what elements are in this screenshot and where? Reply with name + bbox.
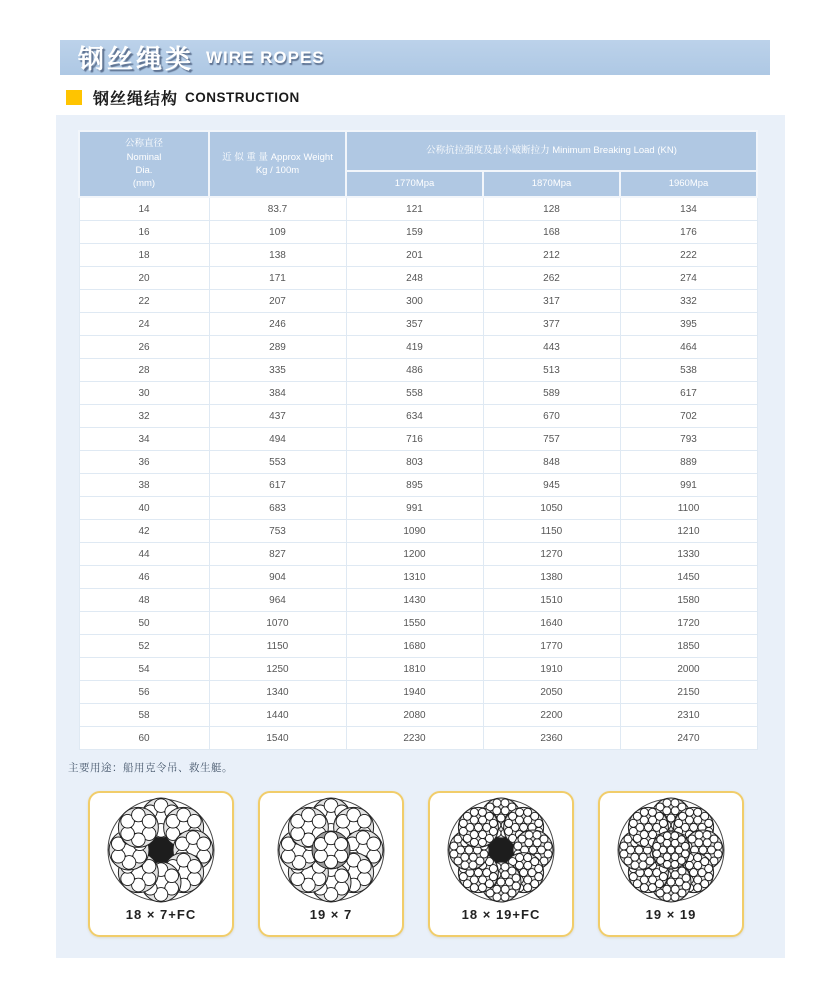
table-cell: 553 <box>209 451 346 474</box>
table-cell: 2150 <box>620 681 757 704</box>
table-cell: 18 <box>79 244 209 267</box>
table-cell: 1510 <box>483 589 620 612</box>
table-cell: 1050 <box>483 497 620 520</box>
table-cell: 895 <box>346 474 483 497</box>
table-cell: 1070 <box>209 612 346 635</box>
table-cell: 24 <box>79 313 209 336</box>
table-header-row-main <box>79 131 757 171</box>
table-cell: 40 <box>79 497 209 520</box>
table-row <box>79 244 757 267</box>
table-cell: 538 <box>620 359 757 382</box>
table-cell: 2360 <box>483 727 620 750</box>
table-cell: 171 <box>209 267 346 290</box>
table-cell: 34 <box>79 428 209 451</box>
header-line: Kg / 100m <box>255 165 300 176</box>
content-panel <box>56 115 785 958</box>
table-cell: 201 <box>346 244 483 267</box>
table-cell: 42 <box>79 520 209 543</box>
header-line: Dia. <box>135 165 153 176</box>
table-cell: 176 <box>620 221 757 244</box>
table-row <box>79 336 757 359</box>
yellow-square-bullet-icon <box>66 90 82 105</box>
header-line: 公称直径 <box>124 138 163 150</box>
breaking-load-table-body <box>79 197 757 750</box>
table-cell: 1850 <box>620 635 757 658</box>
col-header-nominal-diameter <box>79 131 209 197</box>
table-cell: 138 <box>209 244 346 267</box>
table-cell: 757 <box>483 428 620 451</box>
table-cell: 22 <box>79 290 209 313</box>
table-cell: 30 <box>79 382 209 405</box>
table-row <box>79 635 757 658</box>
table-cell: 274 <box>620 267 757 290</box>
table-cell: 2200 <box>483 704 620 727</box>
table-cell: 20 <box>79 267 209 290</box>
table-cell: 1720 <box>620 612 757 635</box>
table-cell: 1200 <box>346 543 483 566</box>
table-cell: 248 <box>346 267 483 290</box>
table-cell: 54 <box>79 658 209 681</box>
table-cell: 889 <box>620 451 757 474</box>
table-cell: 1310 <box>346 566 483 589</box>
rope-card-label: 19 × 19 <box>645 907 697 922</box>
rope-card <box>598 791 744 937</box>
table-cell: 702 <box>620 405 757 428</box>
table-cell: 395 <box>620 313 757 336</box>
table-cell: 716 <box>346 428 483 451</box>
table-cell: 1910 <box>483 658 620 681</box>
section-title-chinese: 钢丝绳结构 <box>93 91 179 108</box>
table-cell: 1440 <box>209 704 346 727</box>
wire-rope-cross-section-icon <box>100 797 222 905</box>
table-cell: 945 <box>483 474 620 497</box>
col-header-minimum-breaking-load: 公称抗拉强度及最小破断拉力 Minimum Breaking Load (KN) <box>346 131 757 171</box>
table-cell: 2310 <box>620 704 757 727</box>
col-header-grade-1960mpa: 1960Mpa <box>620 171 757 197</box>
rope-card <box>258 791 404 937</box>
rope-construction-cards <box>88 791 744 937</box>
rope-card-label: 18 × 19+FC <box>461 907 541 922</box>
table-cell: 1940 <box>346 681 483 704</box>
table-cell: 1540 <box>209 727 346 750</box>
table-cell: 377 <box>483 313 620 336</box>
table-row <box>79 221 757 244</box>
col-header-grade-1770mpa: 1770Mpa <box>346 171 483 197</box>
table-cell: 1150 <box>209 635 346 658</box>
table-cell: 58 <box>79 704 209 727</box>
table-cell: 16 <box>79 221 209 244</box>
header-line: (mm) <box>132 178 156 190</box>
table-cell: 634 <box>346 405 483 428</box>
table-cell: 1770 <box>483 635 620 658</box>
table-cell: 1550 <box>346 612 483 635</box>
table-cell: 683 <box>209 497 346 520</box>
table-row <box>79 451 757 474</box>
main-usage-note: 主要用途：船用克令吊、救生艇。 <box>68 762 233 774</box>
table-cell: 443 <box>483 336 620 359</box>
table-cell: 109 <box>209 221 346 244</box>
table-cell: 617 <box>620 382 757 405</box>
table-cell: 2080 <box>346 704 483 727</box>
table-cell: 1580 <box>620 589 757 612</box>
table-row <box>79 405 757 428</box>
page-title-banner <box>60 40 770 75</box>
table-cell: 486 <box>346 359 483 382</box>
table-cell: 991 <box>620 474 757 497</box>
table-row <box>79 543 757 566</box>
table-cell: 513 <box>483 359 620 382</box>
table-cell: 1450 <box>620 566 757 589</box>
table-row <box>79 359 757 382</box>
table-cell: 964 <box>209 589 346 612</box>
table-cell: 904 <box>209 566 346 589</box>
rope-card-label: 19 × 7 <box>309 907 353 922</box>
table-cell: 1270 <box>483 543 620 566</box>
wire-rope-cross-section-icon <box>270 797 392 905</box>
table-cell: 46 <box>79 566 209 589</box>
table-cell: 60 <box>79 727 209 750</box>
table-cell: 827 <box>209 543 346 566</box>
table-cell: 50 <box>79 612 209 635</box>
table-row <box>79 267 757 290</box>
table-row <box>79 474 757 497</box>
wire-rope-cross-section-icon <box>440 797 562 905</box>
col-header-grade-1870mpa: 1870Mpa <box>483 171 620 197</box>
rope-card-label: 18 × 7+FC <box>125 907 197 922</box>
table-cell: 494 <box>209 428 346 451</box>
table-cell: 793 <box>620 428 757 451</box>
table-row <box>79 290 757 313</box>
table-cell: 1150 <box>483 520 620 543</box>
table-cell: 670 <box>483 405 620 428</box>
page-title-chinese: 钢丝绳类 <box>78 44 195 74</box>
table-cell: 48 <box>79 589 209 612</box>
table-cell: 335 <box>209 359 346 382</box>
page-title-english: WIRE ROPES <box>206 47 325 67</box>
table-cell: 2230 <box>346 727 483 750</box>
table-cell: 168 <box>483 221 620 244</box>
table-row <box>79 704 757 727</box>
table-cell: 207 <box>209 290 346 313</box>
table-row <box>79 589 757 612</box>
table-cell: 384 <box>209 382 346 405</box>
table-cell: 212 <box>483 244 620 267</box>
table-row <box>79 681 757 704</box>
section-heading <box>66 86 300 109</box>
table-cell: 803 <box>346 451 483 474</box>
header-line: Nominal <box>126 151 162 163</box>
table-cell: 2470 <box>620 727 757 750</box>
table-cell: 2050 <box>483 681 620 704</box>
table-cell: 83.7 <box>209 197 346 221</box>
table-cell: 991 <box>346 497 483 520</box>
table-cell: 1340 <box>209 681 346 704</box>
table-cell: 128 <box>483 197 620 221</box>
table-cell: 262 <box>483 267 620 290</box>
table-row <box>79 566 757 589</box>
table-row <box>79 313 757 336</box>
rope-card <box>88 791 234 937</box>
table-cell: 134 <box>620 197 757 221</box>
header-line: 近 似 重 量 Approx Weight <box>222 151 333 163</box>
table-cell: 753 <box>209 520 346 543</box>
table-cell: 1090 <box>346 520 483 543</box>
table-cell: 289 <box>209 336 346 359</box>
table-cell: 32 <box>79 405 209 428</box>
table-cell: 26 <box>79 336 209 359</box>
table-row <box>79 727 757 750</box>
table-cell: 848 <box>483 451 620 474</box>
table-cell: 1330 <box>620 543 757 566</box>
table-cell: 38 <box>79 474 209 497</box>
table-cell: 1210 <box>620 520 757 543</box>
section-title-english: CONSTRUCTION <box>185 90 300 105</box>
table-row <box>79 658 757 681</box>
table-cell: 1380 <box>483 566 620 589</box>
table-cell: 464 <box>620 336 757 359</box>
table-row <box>79 197 757 221</box>
table-cell: 14 <box>79 197 209 221</box>
table-cell: 617 <box>209 474 346 497</box>
table-row <box>79 520 757 543</box>
table-row <box>79 428 757 451</box>
col-header-approx-weight <box>209 131 346 197</box>
table-cell: 1250 <box>209 658 346 681</box>
table-cell: 300 <box>346 290 483 313</box>
table-cell: 558 <box>346 382 483 405</box>
table-row <box>79 497 757 520</box>
table-row <box>79 382 757 405</box>
table-cell: 357 <box>346 313 483 336</box>
table-cell: 332 <box>620 290 757 313</box>
breaking-load-table <box>78 130 758 750</box>
table-cell: 52 <box>79 635 209 658</box>
table-cell: 159 <box>346 221 483 244</box>
table-cell: 1680 <box>346 635 483 658</box>
table-cell: 419 <box>346 336 483 359</box>
table-cell: 2000 <box>620 658 757 681</box>
table-row <box>79 612 757 635</box>
table-cell: 36 <box>79 451 209 474</box>
table-cell: 121 <box>346 197 483 221</box>
table-cell: 246 <box>209 313 346 336</box>
table-cell: 1100 <box>620 497 757 520</box>
rope-card <box>428 791 574 937</box>
table-cell: 589 <box>483 382 620 405</box>
table-cell: 28 <box>79 359 209 382</box>
table-cell: 222 <box>620 244 757 267</box>
table-cell: 1810 <box>346 658 483 681</box>
table-cell: 44 <box>79 543 209 566</box>
table-cell: 317 <box>483 290 620 313</box>
table-cell: 437 <box>209 405 346 428</box>
table-cell: 1640 <box>483 612 620 635</box>
table-cell: 56 <box>79 681 209 704</box>
table-cell: 1430 <box>346 589 483 612</box>
wire-rope-cross-section-icon <box>610 797 732 905</box>
